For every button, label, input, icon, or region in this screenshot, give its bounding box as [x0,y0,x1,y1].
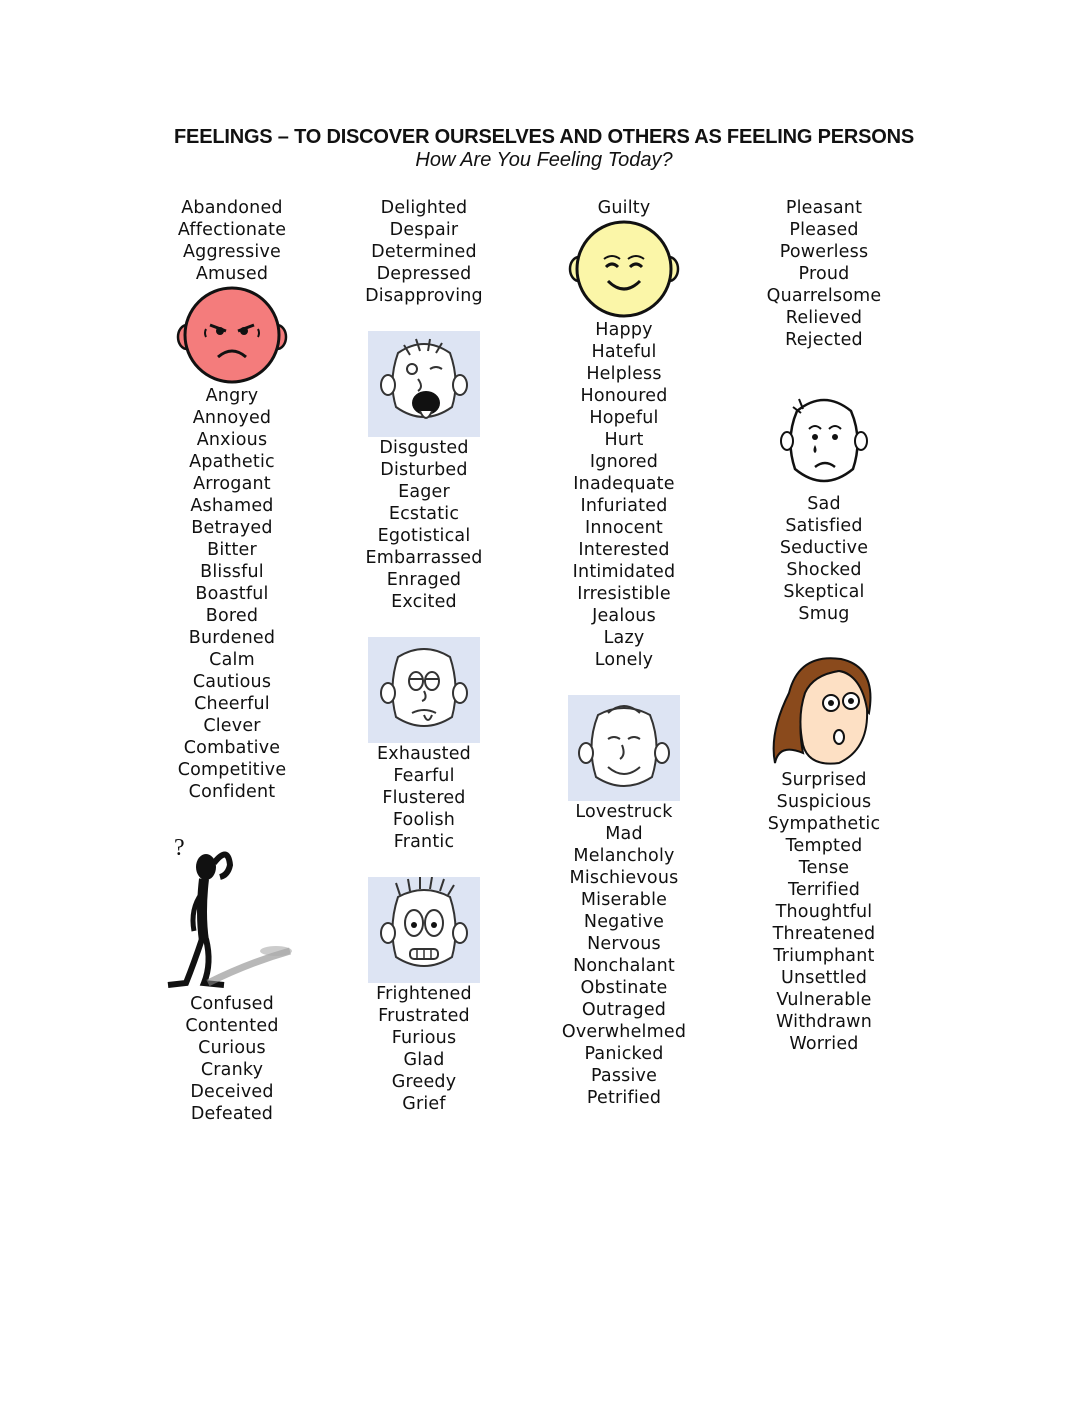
feeling-word: Sad [807,494,841,514]
feeling-word: Intimidated [572,562,676,582]
feeling-word: Delighted [380,198,468,218]
word-group [724,769,924,1055]
feeling-word: Ignored [589,452,659,472]
word-group [132,197,332,285]
feeling-word: Jealous [592,606,656,626]
feeling-word: Rejected [785,330,863,350]
feeling-word: Mad [605,824,643,844]
column-4 [724,197,924,1055]
word-group [324,197,524,307]
feeling-word: Betrayed [191,518,273,538]
feeling-word: Depressed [376,264,472,284]
page-subtitle: How Are You Feeling Today? [415,149,673,171]
feeling-word: Innocent [585,518,663,538]
feeling-word: Infuriated [580,496,668,516]
feeling-word: Cheerful [194,694,270,714]
feeling-word: Triumphant [773,946,875,966]
feeling-word: Exhausted [377,744,471,764]
sad-face-icon [779,389,869,493]
feeling-word: Enraged [386,570,462,590]
feeling-word: Seductive [779,538,869,558]
surprised-face-icon [769,653,879,769]
feeling-word: Honoured [580,386,668,406]
feeling-word: Helpless [586,364,662,384]
word-group [724,493,924,625]
feeling-word: Affectionate [177,220,287,240]
feeling-word: Guilty [597,198,651,218]
feeling-word: Surprised [781,770,867,790]
feeling-word: Tense [798,858,850,878]
feeling-word: Clever [203,716,261,736]
feeling-word: Fearful [393,766,455,786]
feeling-word: Defeated [190,1104,274,1124]
feeling-word: Nonchalant [573,956,675,976]
feeling-word: Calm [209,650,255,670]
word-group [524,801,724,1109]
feeling-word: Deceived [190,1082,274,1102]
feeling-word: Cautious [192,672,272,692]
feeling-word: Obstinate [580,978,668,998]
feeling-word: Tempted [785,836,863,856]
feeling-word: Curious [198,1038,266,1058]
feeling-word: Passive [590,1066,658,1086]
feeling-word: Hateful [591,342,657,362]
column-3 [524,197,724,1109]
feeling-word: Ecstatic [388,504,460,524]
feeling-word: Excited [391,592,457,612]
feeling-word: Ashamed [190,496,274,516]
feeling-word: Bored [205,606,259,626]
confused-figure-icon [158,833,298,993]
feeling-word: Satisfied [785,516,863,536]
word-group [724,197,924,351]
feeling-word: Contented [185,1016,279,1036]
feeling-word: Mischievous [569,868,679,888]
feeling-word: Unsettled [780,968,868,988]
word-group [132,385,332,803]
feeling-word: Greedy [391,1072,457,1092]
feeling-word: Confident [188,782,276,802]
feeling-word: Vulnerable [776,990,872,1010]
feeling-word: Disturbed [380,460,468,480]
lovestruck-face-icon [568,695,680,801]
feeling-word: Glad [403,1050,445,1070]
feeling-word: Sympathetic [767,814,881,834]
feeling-word: Worried [789,1034,859,1054]
word-group [524,197,724,219]
feeling-word: Anxious [196,430,268,450]
angry-face-icon [176,285,288,385]
feeling-word: Shocked [786,560,862,580]
feeling-word: Abandoned [181,198,283,218]
word-group [324,437,524,613]
feeling-word: Lonely [594,650,654,670]
feeling-word: Annoyed [192,408,272,428]
feeling-word: Boastful [195,584,269,604]
feeling-word: Blissful [200,562,264,582]
feeling-word: Frightened [376,984,472,1004]
feeling-word: Irresistible [577,584,671,604]
feeling-word: Disgusted [379,438,469,458]
column-2 [324,197,524,1115]
feeling-word: Angry [205,386,259,406]
happy-face-icon [568,219,680,319]
feeling-word: Relieved [785,308,863,328]
feeling-word: Overwhelmed [561,1022,687,1042]
feeling-word: Melancholy [573,846,675,866]
frightened-face-icon [368,877,480,983]
feeling-word: Smug [798,604,850,624]
word-group [132,993,332,1125]
feeling-word: Grief [402,1094,446,1114]
feeling-word: Pleased [789,220,859,240]
feeling-word: Combative [183,738,281,758]
feeling-word: Egotistical [377,526,471,546]
feeling-word: Burdened [188,628,276,648]
feeling-word: Confused [190,994,274,1014]
feeling-word: Amused [195,264,269,284]
disgusted-face-icon [368,331,480,437]
feeling-word: Determined [371,242,477,262]
feeling-word: Withdrawn [776,1012,872,1032]
word-group [524,319,724,671]
feeling-word: Apathetic [189,452,275,472]
feeling-word: Terrified [787,880,861,900]
feeling-word: Foolish [392,810,456,830]
feeling-word: Nervous [587,934,661,954]
feeling-word: Despair [389,220,459,240]
feeling-word: Eager [398,482,450,502]
feeling-word: Pleasant [785,198,863,218]
feeling-word: Frustrated [378,1006,470,1026]
feeling-word: Lazy [603,628,645,648]
feeling-word: Frantic [393,832,455,852]
feeling-word: Hopeful [589,408,659,428]
feeling-word: Threatened [772,924,876,944]
page-title: FEELINGS – TO DISCOVER OURSELVES AND OTHERS AS FEELING PERSONS [174,126,914,148]
feeling-word: Proud [798,264,850,284]
feeling-word: Cranky [200,1060,264,1080]
feeling-word: Petrified [586,1088,662,1108]
svg-text:?: ? [174,835,185,861]
feeling-word: Happy [595,320,653,340]
feeling-word: Lovestruck [575,802,673,822]
feeling-word: Miserable [580,890,668,910]
feeling-word: Embarrassed [365,548,483,568]
word-group [324,983,524,1115]
feeling-word: Outraged [581,1000,667,1020]
exhausted-face-icon [368,637,480,743]
feeling-word: Furious [391,1028,457,1048]
feeling-word: Disapproving [365,286,483,306]
feeling-word: Hurt [604,430,644,450]
feeling-word: Thoughtful [775,902,873,922]
feeling-word: Aggressive [183,242,281,262]
feeling-word: Powerless [779,242,869,262]
feeling-word: Flustered [382,788,466,808]
feeling-word: Interested [578,540,670,560]
feeling-word: Inadequate [573,474,675,494]
feeling-word: Panicked [584,1044,664,1064]
feeling-word: Skeptical [783,582,865,602]
feeling-word: Negative [583,912,665,932]
feeling-word: Competitive [177,760,287,780]
column-1 [132,197,332,1125]
feeling-word: Quarrelsome [766,286,882,306]
feeling-word: Bitter [207,540,257,560]
feeling-word: Suspicious [776,792,872,812]
feeling-word: Arrogant [193,474,271,494]
word-group [324,743,524,853]
